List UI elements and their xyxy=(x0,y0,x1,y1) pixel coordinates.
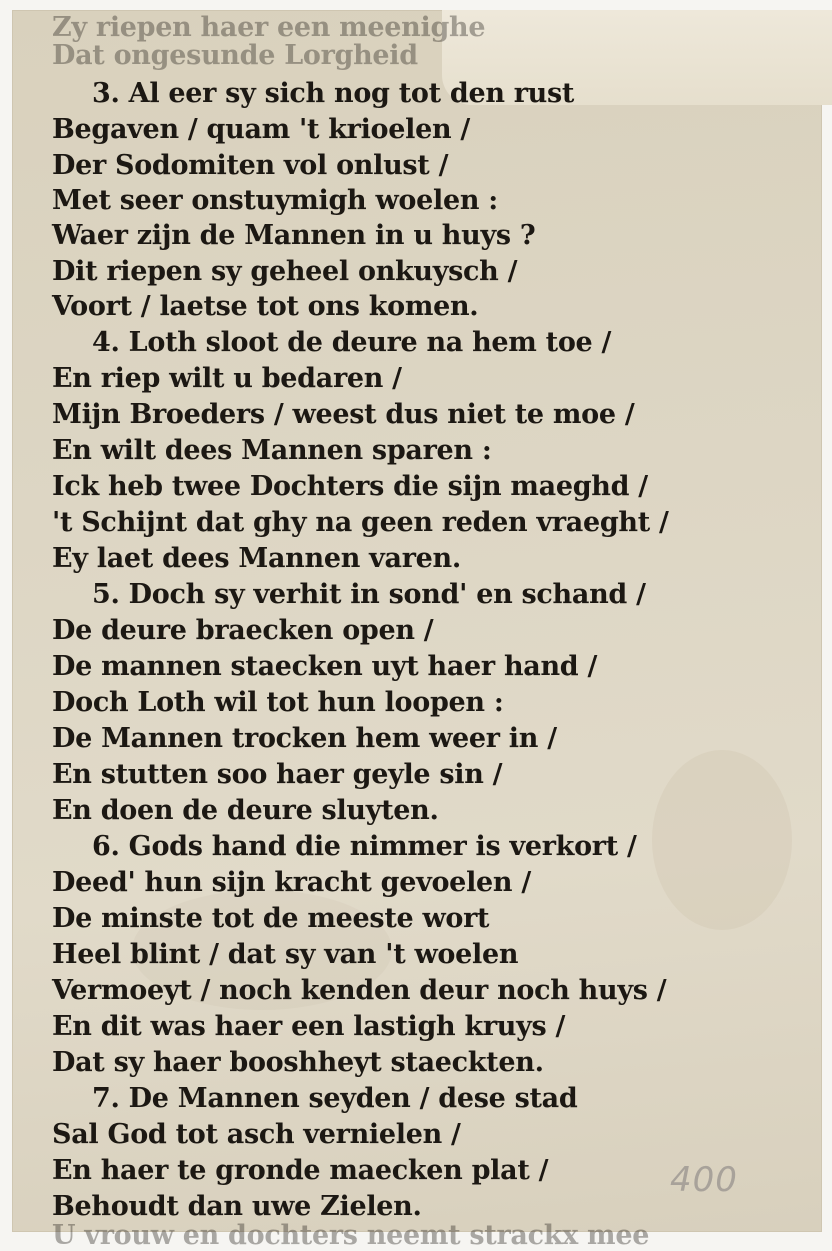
text-line: Vermoeyt / noch kenden deur noch huys / xyxy=(52,975,667,1006)
text-line: Ey laet dees Mannen varen. xyxy=(52,543,461,574)
text-line: En doen de deure sluyten. xyxy=(52,795,439,826)
text-line: Begaven / quam 't krioelen / xyxy=(52,114,470,145)
text-line: Met seer onstuymigh woelen : xyxy=(52,185,498,216)
pencil-annotation: 400 xyxy=(670,1160,738,1200)
text-line: Ick heb twee Dochters die sijn maeghd / xyxy=(52,471,648,502)
text-line: Doch Loth wil tot hun loopen : xyxy=(52,687,504,718)
text-line: Sal God tot asch vernielen / xyxy=(52,1119,461,1150)
text-line: En stutten soo haer geyle sin / xyxy=(52,759,503,790)
verse-7-start: 7. De Mannen seyden / dese stad xyxy=(92,1083,578,1114)
text-line: Deed' hun sijn kracht gevoelen / xyxy=(52,867,531,898)
text-line: Waer zijn de Mannen in u huys ? xyxy=(52,220,536,251)
text-line: En dit was haer een lastigh kruys / xyxy=(52,1011,566,1042)
text-line: U vrouw en dochters neemt strackx mee xyxy=(52,1220,650,1251)
paper-sheet xyxy=(12,10,822,1251)
paper-stain xyxy=(652,750,792,930)
text-line: En haer te gronde maecken plat / xyxy=(52,1155,549,1186)
verse-3-start: 3. Al eer sy sich nog tot den rust xyxy=(92,78,575,109)
text-line: Mijn Broeders / weest dus niet te moe / xyxy=(52,399,635,430)
text-line: En wilt dees Mannen sparen : xyxy=(52,435,492,466)
text-line: Zy riepen haer een meenighe xyxy=(52,12,486,43)
text-line: En riep wilt u bedaren / xyxy=(52,363,402,394)
text-line: Voort / laetse tot ons komen. xyxy=(52,291,479,322)
text-line: Dat sy haer booshheyt staeckten. xyxy=(52,1047,544,1078)
verse-6-start: 6. Gods hand die nimmer is verkort / xyxy=(92,831,637,862)
text-line: De minste tot de meeste wort xyxy=(52,903,490,934)
text-line: Dit riepen sy geheel onkuysch / xyxy=(52,256,518,287)
verse-5-start: 5. Doch sy verhit in sond' en schand / xyxy=(92,579,646,610)
verse-4-start: 4. Loth sloot de deure na hem toe / xyxy=(92,327,612,358)
text-line: De Mannen trocken hem weer in / xyxy=(52,723,557,754)
text-line: Der Sodomiten vol onlust / xyxy=(52,150,449,181)
text-line: 't Schijnt dat ghy na geen reden vraeght / xyxy=(52,507,669,538)
text-line: Behoudt dan uwe Zielen. xyxy=(52,1191,422,1222)
text-line: De mannen staecken uyt haer hand / xyxy=(52,651,598,682)
text-line: Dat ongesunde Lorgheid xyxy=(52,40,418,71)
text-line: Heel blint / dat sy van 't woelen xyxy=(52,939,519,970)
text-line: De deure braecken open / xyxy=(52,615,434,646)
